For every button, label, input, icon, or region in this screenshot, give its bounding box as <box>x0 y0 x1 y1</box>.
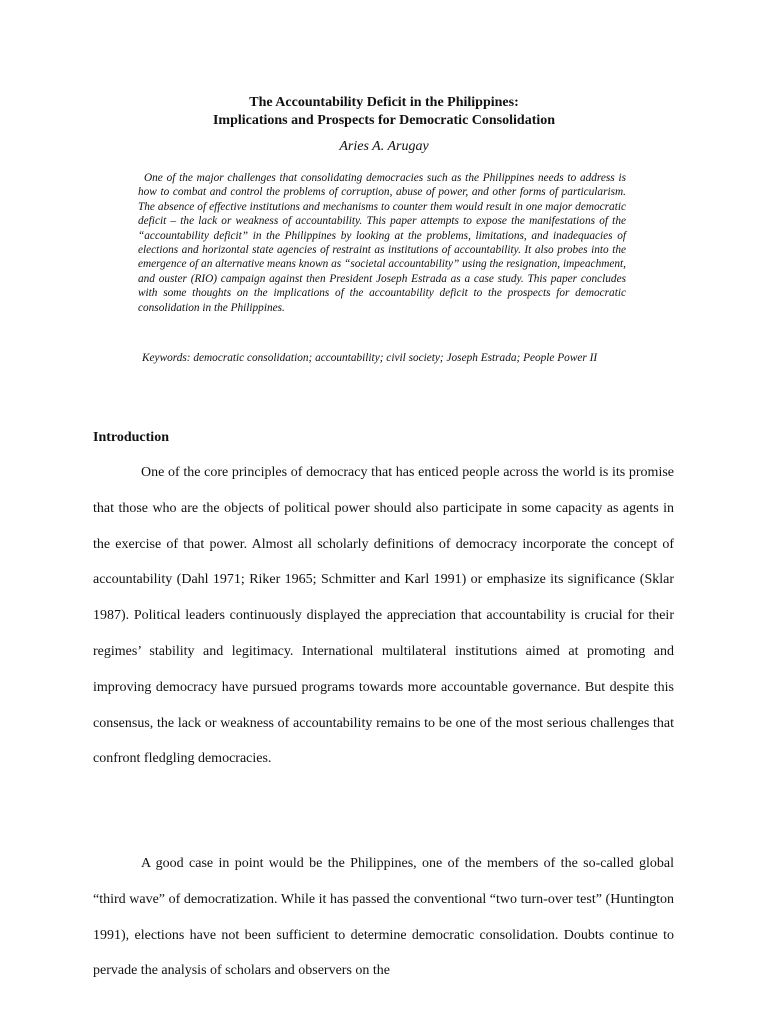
author-name: Aries A. Arugay <box>339 139 429 154</box>
paper-title-line-1: The Accountability Deficit in the Philippines: <box>249 95 519 110</box>
keywords: Keywords: democratic consolidation; accountability; civil society; Joseph Estrada; People Power II <box>142 352 598 364</box>
body-paragraph-1: One of the core principles of democracy that has enticed people across the world is its promise that those who are the objects of political power should also participate in some capacity as agents in the exercise of that power. Almost all scholarly definitions of democracy incorporate the concept of accountability (Dahl 1971; Riker 1965; Schmitter and Karl 1991) or emphasize its significance (Sklar 1987). Political leaders continuously displayed the appreciation that accountability is crucial for their regimes’ stability and legitimacy. International multilateral institutions aimed at promoting and improving democracy have pursued programs towards more accountable governance. But despite this consensus, the lack or weakness of accountability remains to be one of the most serious challenges that confront fledgling democracies. <box>93 465 674 767</box>
body-paragraph-2: A good case in point would be the Philippines, one of the members of the so-called global “third wave” of democratization. While it has passed the conventional “two turn-over test” (Huntington 1991), elections have not been sufficient to determine democratic consolidation. Doubts continue to pervade the analysis of scholars and observers on the <box>93 856 674 979</box>
abstract: One of the major challenges that consolidating democracies such as the Philippines needs to address is how to combat and control the problems of corruption, abuse of power, and other forms of particularism. The absence of effective institutions and mechanisms to counter them would result in one major democratic deficit – the lack or weakness of accountability. This paper attempts to expose the manifestations of the “accountability deficit” in the Philippines by looking at the problems, limitations, and inadequacies of elections and horizontal state agencies of restraint as institutions of accountability. It also probes into the emergence of an alternative means known as “societal accountability” using the resignation, impeachment, and ouster (RIO) campaign against then President Joseph Estrada as a case study. This paper concludes with some thoughts on the implications of the accountability deficit to the prospects for democratic consolidation in the Philippines. <box>138 172 626 314</box>
section-heading-introduction: Introduction <box>93 430 169 445</box>
paper-title-line-2: Implications and Prospects for Democratic Consolidation <box>212 113 556 128</box>
